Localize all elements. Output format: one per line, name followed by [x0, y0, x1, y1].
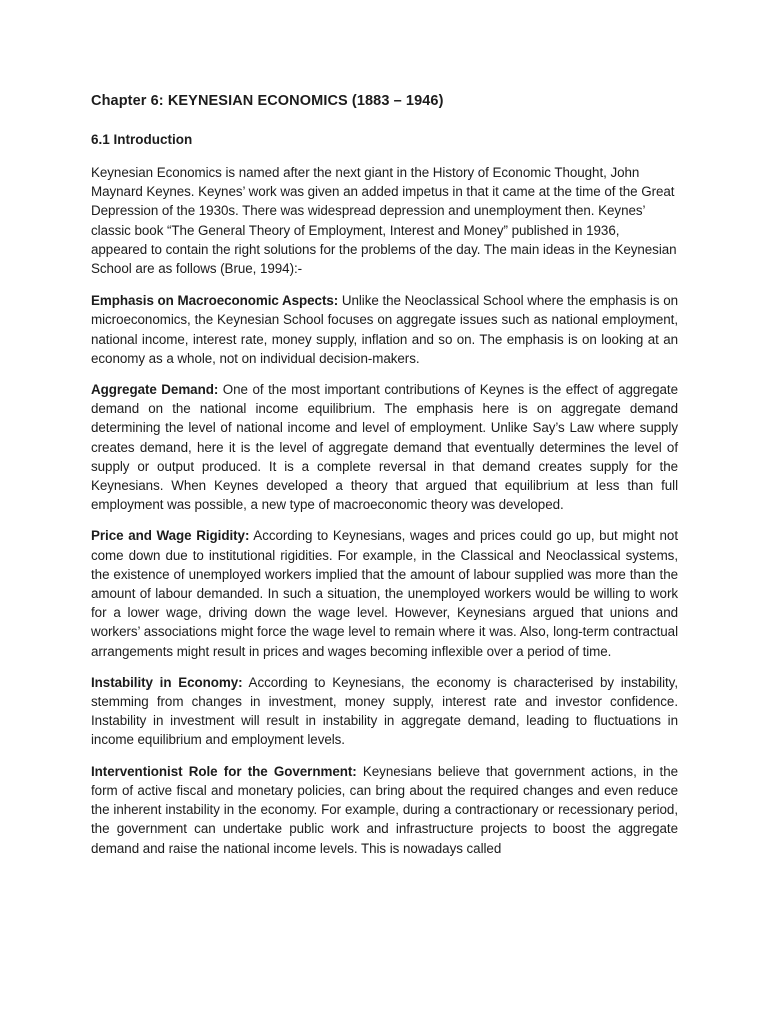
paragraph-body: Keynesians believe that government actions, in the form of active fiscal and monetary policies, can bring about the required changes and even reduce the inherent instability in the economy. For example, during a contractionary or recessionary period, the government can undertake public work and infrastructure projects to boost the aggregate demand and raise the national income levels. This is nowadays called — [91, 763, 678, 856]
paragraph-instability — [91, 673, 678, 750]
paragraph-government-role — [91, 762, 678, 858]
paragraph-heading: Interventionist Role for the Government: — [91, 763, 357, 779]
section-title: 6.1 Introduction — [91, 132, 193, 147]
intro-paragraph: Keynesian Economics is named after the next giant in the History of Economic Thought, John Maynard Keynes. Keynes’ work was given an added impetus in that it came at the time of the Great Depression of the 1930s. There was widespread depression and unemployment then. Keynes’ classic book “The General Theory of Employment, Interest and Money” published in 1936, appeared to contain the right solutions for the problems of the day. The main ideas in the Keynesian School are as follows (Brue, 1994):- — [91, 165, 677, 277]
paragraph-body: According to Keynesians, wages and prices could go up, but might not come down due to institutional rigidities. For example, in the Classical and Neoclassical systems, the existence of unemployed workers implied that the amount of labour supplied was more than the amount of labour demanded. In such a situation, the unemployed workers would be willing to work for a lower wage, driving down the wage level. However, Keynesians argued that unions and workers’ associations might force the wage level to remain where it was. Also, long-term contractual arrangements might result in prices and wages becoming inflexible over a period of time. — [91, 528, 678, 659]
paragraph-aggregate-demand — [91, 380, 678, 514]
paragraph-heading: Price and Wage Rigidity: — [91, 528, 250, 544]
paragraph-body: One of the most important contributions of Keynes is the effect of aggregate demand on the national income equilibrium. The emphasis here is on aggregate demand determining the level of national income and level of employment. Unlike Say’s Law where supply creates demand, here it is the level of aggregate demand that eventually determines the level of supply or output produced. It is a complete reversal in that demand creates supply for the Keynesians. When Keynes developed a theory that argued that equilibrium at less than full employment was possible, a new type of macroeconomic theory was developed. — [91, 382, 678, 513]
paragraph-heading: Emphasis on Macroeconomic Aspects: — [91, 293, 339, 309]
paragraph-macroeconomic-aspects — [91, 291, 678, 368]
paragraph-body: Unlike the Neoclassical School where the emphasis is on microeconomics, the Keynesian School focuses on aggregate issues such as national employment, national income, interest rate, money supply, inflation and so on. The emphasis is on looking at an economy as a whole, not on individual decision-makers. — [91, 293, 678, 366]
paragraph-body: According to Keynesians, the economy is characterised by instability, stemming from changes in investment, money supply, interest rate and investor confidence. Instability in investment will result in instability in aggregate demand, leading to fluctuations in income equilibrium and employment levels. — [91, 674, 679, 748]
paragraph-heading: Instability in Economy: — [91, 674, 243, 690]
paragraph-heading: Aggregate Demand: — [91, 382, 219, 398]
chapter-title: Chapter 6: KEYNESIAN ECONOMICS (1883 – 1946) — [91, 93, 444, 109]
paragraph-price-wage-rigidity — [91, 526, 678, 660]
document-page — [91, 91, 678, 870]
